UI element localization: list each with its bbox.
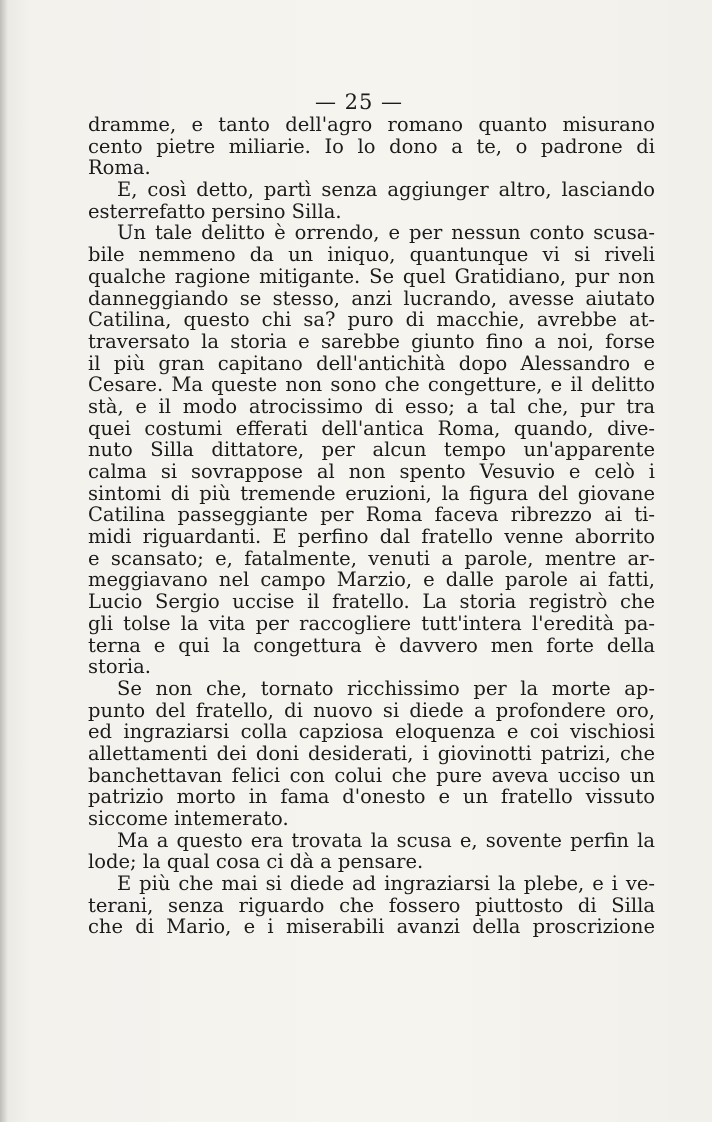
text-line: midi riguardanti. E perfino dal fratello venne aborrito <box>88 525 655 549</box>
text-line: Cesare. Ma queste non sono che congetture, e il delitto <box>88 373 655 397</box>
text-line: ed ingraziarsi colla capziosa eloquenza e coi vischiosi <box>88 720 655 744</box>
text-line: Se non che, tornato ricchissimo per la morte ap- <box>117 676 655 700</box>
text-line: danneggiando se stesso, anzi lucrando, avesse aiutato <box>88 286 655 310</box>
text-line: E più che mai si diede ad ingraziarsi la plebe, e i ve- <box>117 872 655 896</box>
text-line: lode; la qual cosa ci dà a pensare. <box>88 850 424 874</box>
text-line: terna e qui la congettura è davvero men forte della <box>88 633 655 657</box>
text-line: e scansato; e, fatalmente, venuti a parole, mentre ar- <box>88 546 655 570</box>
text-line: che di Mario, e i miserabili avanzi della proscrizione <box>88 915 655 939</box>
text-line: E, così detto, partì senza aggiunger altro, lasciando <box>117 178 655 202</box>
body-text <box>88 114 655 938</box>
text-line: stà, e il modo atrocissimo di esso; a tal che, pur tra <box>88 394 655 418</box>
text-line: bile nemmeno da un iniquo, quantunque vi si riveli <box>88 243 655 267</box>
text-line: Catilina, questo chi sa? puro di macchie, avrebbe at- <box>88 308 655 332</box>
text-line: gli tolse la vita per raccogliere tutt'intera l'eredità pa- <box>88 611 655 635</box>
text-line: il più gran capitano dell'antichità dopo Alessandro e <box>88 351 655 375</box>
text-line: qualche ragione mitigante. Se quel Gratidiano, pur non <box>88 264 655 288</box>
text-line: Ma a questo era trovata la scusa e, sovente perfin la <box>117 828 655 852</box>
text-line: terani, senza riguardo che fossero piuttosto di Silla <box>88 893 655 917</box>
text-line: quei costumi efferati dell'antica Roma, quando, dive- <box>88 416 655 440</box>
text-line: punto del fratello, di nuovo si diede a profondere oro, <box>88 698 655 722</box>
text-line: sintomi di più tremende eruzioni, la figura del giovane <box>88 481 655 505</box>
page-number: — 25 — <box>314 90 404 114</box>
text-line: siccome intemerato. <box>88 807 289 830</box>
page-gutter-shadow <box>0 0 8 1122</box>
text-line: cento pietre miliarie. Io lo dono a te, o padrone di <box>88 134 655 158</box>
text-line: allettamenti dei doni desiderati, i giovinotti patrizi, che <box>88 741 655 765</box>
text-line: banchettavan felici con colui che pure aveva ucciso un <box>88 763 655 787</box>
text-line: storia. <box>88 655 151 679</box>
text-line: dramme, e tanto dell'agro romano quanto misurano <box>88 113 655 136</box>
text-line: Roma. <box>88 156 151 180</box>
text-line: nuto Silla dittatore, per alcun tempo un'apparente <box>88 438 655 462</box>
text-line: patrizio morto in fama d'onesto e un fratello vissuto <box>88 785 655 809</box>
text-line: esterrefatto persino Silla. <box>88 199 342 223</box>
text-line: traversato la storia e sarebbe giunto fino a noi, forse <box>88 329 655 353</box>
text-line: Lucio Sergio uccise il fratello. La storia registrò che <box>88 590 655 614</box>
text-line: Un tale delitto è orrendo, e per nessun conto scusa- <box>117 221 655 245</box>
text-line: Catilina passeggiante per Roma faceva ribrezzo ai ti- <box>88 503 655 527</box>
text-line: calma si sovrappose al non spento Vesuvio e celò i <box>88 460 655 483</box>
text-line: meggiavano nel campo Marzio, e dalle parole ai fatti, <box>88 568 655 592</box>
